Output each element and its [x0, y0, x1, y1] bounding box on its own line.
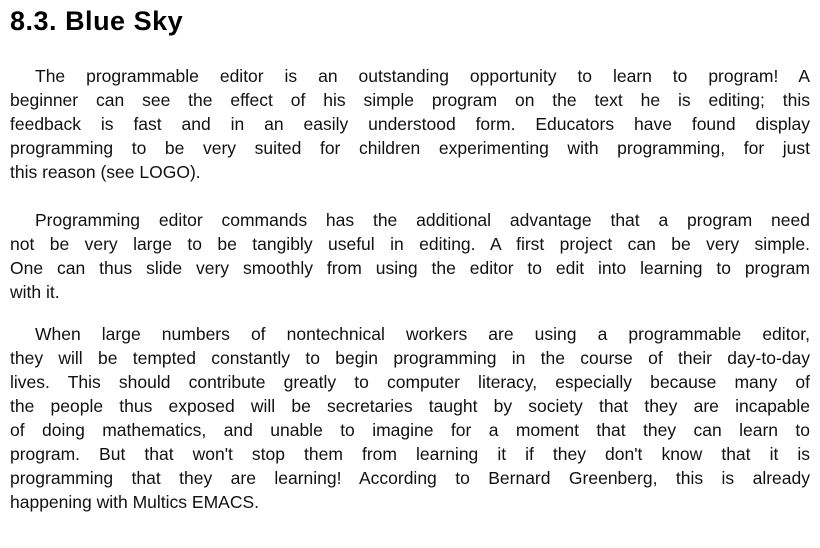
paragraph-line: happening with Multics EMACS. [10, 492, 259, 512]
paragraph-line: not be very large to be tangibly useful in editing. A first project can be very simple. [10, 234, 810, 254]
paragraph-line: this reason (see LOGO). [10, 162, 201, 182]
paragraph-line: of doing mathematics, and unable to imagine for a moment that they can learn to [10, 420, 810, 440]
paragraph-line: the people thus exposed will be secretaries taught by society that they are incapable [10, 396, 810, 416]
paragraph-line: The programmable editor is an outstanding opportunity to learn to program! A [35, 66, 810, 86]
paragraph-line: beginner can see the effect of his simple program on the text he is editing; this [10, 90, 810, 110]
paragraph-line: One can thus slide very smoothly from using the editor to edit into learning to program [10, 258, 810, 278]
paragraph-line: lives. This should contribute greatly to computer literacy, especially because many of [10, 372, 810, 392]
paragraph-3 [10, 322, 810, 514]
paragraph-line: When large numbers of nontechnical workers are using a programmable editor, [35, 324, 810, 344]
paragraph-line: feedback is fast and in an easily understood form. Educators have found display [10, 114, 810, 134]
paragraph-line: they will be tempted constantly to begin programming in the course of their day-to-day [10, 348, 810, 368]
paragraph-line: Programming editor commands has the additional advantage that a program need [35, 210, 810, 230]
paragraph-line: programming to be very suited for children experimenting with programming, for just [10, 138, 810, 158]
paragraph-1 [10, 64, 810, 184]
paragraph-line: program. But that won't stop them from learning it if they don't know that it is [10, 444, 810, 464]
paragraph-line: with it. [10, 282, 60, 302]
section-heading [10, 6, 183, 37]
paragraph-2 [10, 208, 810, 304]
paragraph-line: programming that they are learning! According to Bernard Greenberg, this is already [10, 468, 810, 488]
section-number: 8.3. [10, 6, 58, 36]
section-title: Blue Sky [65, 6, 184, 36]
